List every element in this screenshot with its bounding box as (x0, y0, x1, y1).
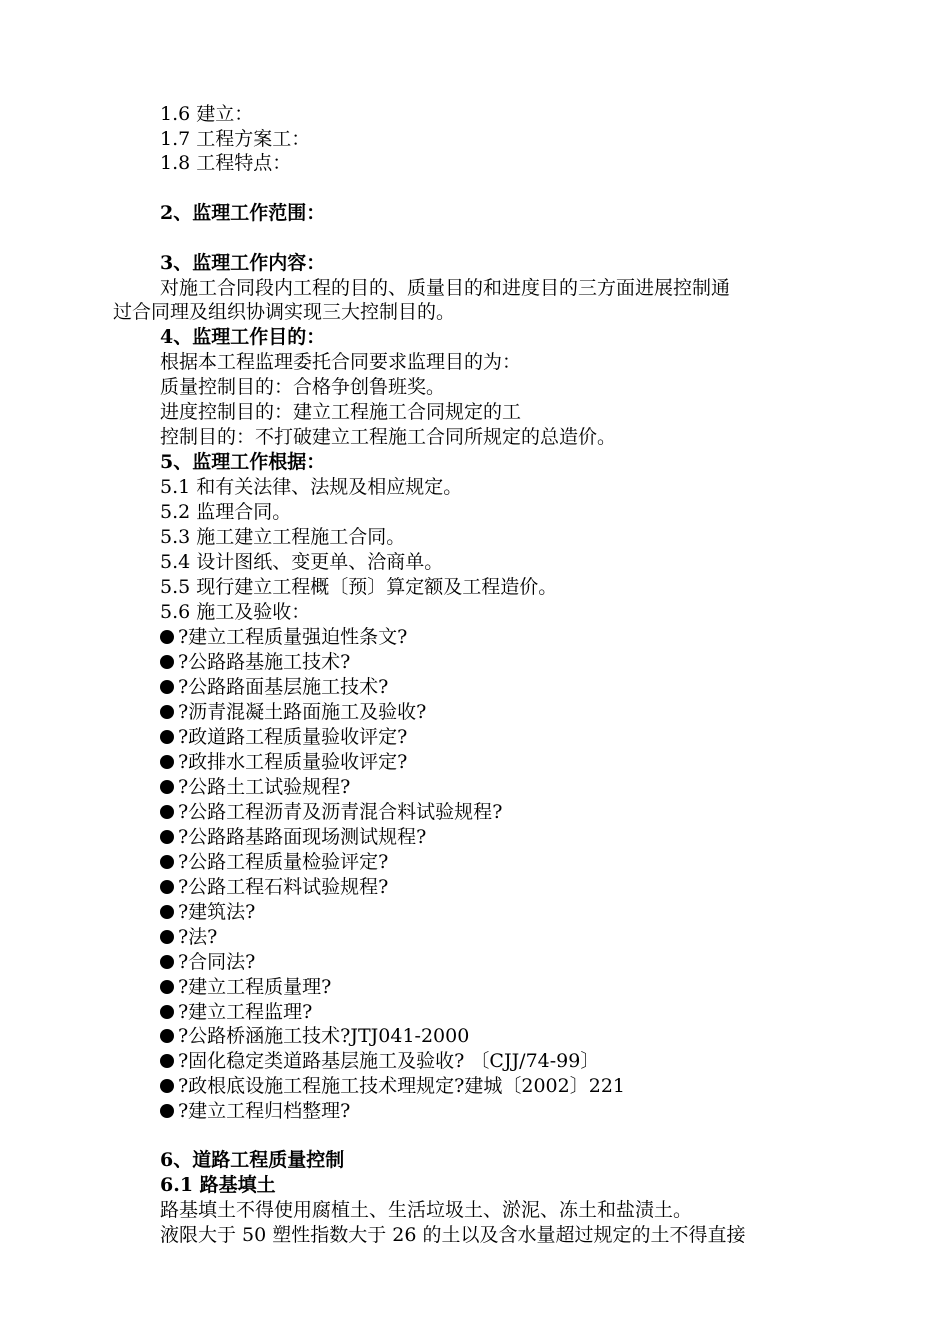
bullet-text: ?建立工程质量强迫性条文? (178, 626, 408, 648)
bullet-icon (160, 830, 174, 844)
basis-5-1: 5.1 和有关法律、法规及相应规定。 (160, 476, 463, 498)
bullet-text: ?建立工程监理? (178, 1001, 313, 1023)
bullet-icon (160, 805, 174, 819)
fill-para-1: 路基填土不得使用腐植土、生活垃圾土、淤泥、冻土和盐渍土。 (160, 1199, 693, 1221)
bullet-text: ?政排水工程质量验收评定? (178, 751, 408, 773)
bullet-text: ?建立工程质量理? (178, 976, 332, 998)
heading-subgrade-fill: 6.1 路基填土 (160, 1174, 276, 1196)
bullet-item (160, 850, 388, 874)
bullet-icon (160, 1054, 174, 1068)
bullet-icon (160, 755, 174, 769)
bullet-text: ?公路路面基层施工技术? (178, 676, 389, 698)
bullet-item (160, 925, 217, 949)
basis-5-6: 5.6 施工及验收： (160, 601, 311, 623)
bullet-icon (160, 855, 174, 869)
bullet-text: ?政根底设施工程施工技术理规定?建城〔2002〕221 (178, 1075, 625, 1097)
item-1-7: 1.7 工程方案工： (160, 128, 311, 150)
bullet-icon (160, 930, 174, 944)
bullet-text: ?公路工程石料试验规程? (178, 876, 389, 898)
bullet-text: ?公路路基路面现场测试规程? (178, 826, 427, 848)
bullet-icon (160, 1079, 174, 1093)
bullet-text: ?合同法? (178, 951, 256, 973)
bullet-text: ?公路路基施工技术? (178, 651, 351, 673)
bullet-item (160, 1049, 599, 1073)
bullet-text: ?公路工程沥青及沥青混合料试验规程? (178, 801, 503, 823)
bullet-text: ?法? (178, 926, 218, 948)
bullet-item (160, 725, 407, 749)
bullet-icon (160, 905, 174, 919)
bullet-text: ?公路桥涵施工技术?JTJ041-2000 (178, 1025, 470, 1047)
bullet-item (160, 625, 407, 649)
bullet-item (160, 950, 255, 974)
bullet-item (160, 1024, 469, 1048)
bullet-icon (160, 1029, 174, 1043)
bullet-item (160, 900, 255, 924)
bullet-item (160, 775, 350, 799)
heading-objectives: 4、监理工作目的： (160, 326, 326, 348)
bullet-icon (160, 1005, 174, 1019)
bullet-item (160, 650, 350, 674)
content-para-line2: 过合同理及组织协调实现三大控制目的。 (113, 301, 456, 323)
basis-5-4: 5.4 设计图纸、变更单、洽商单。 (160, 551, 444, 573)
schedule-objective: 进度控制目的：建立工程施工合同规定的工 (160, 401, 522, 423)
bullet-item (160, 675, 388, 699)
bullet-item (160, 750, 407, 774)
bullet-text: ?公路工程质量检验评定? (178, 851, 389, 873)
basis-5-3: 5.3 施工建立工程施工合同。 (160, 526, 406, 548)
bullet-text: ?沥青混凝土路面施工及验收? (178, 701, 427, 723)
bullet-item (160, 975, 331, 999)
bullet-item (160, 1000, 312, 1024)
bullet-item (160, 800, 502, 824)
content-para-line1: 对施工合同段内工程的目的、质量目的和进度目的三方面进展控制通 (160, 277, 731, 299)
heading-scope: 2、监理工作范围： (160, 202, 326, 224)
bullet-icon (160, 680, 174, 694)
bullet-icon (160, 780, 174, 794)
item-1-8: 1.8 工程特点： (160, 152, 292, 174)
bullet-icon (160, 630, 174, 644)
objectives-intro: 根据本工程监理委托合同要求监理目的为： (160, 351, 522, 373)
bullet-item (160, 825, 426, 849)
bullet-icon (160, 880, 174, 894)
bullet-icon (160, 1104, 174, 1118)
basis-5-5: 5.5 现行建立工程概〔预〕算定额及工程造价。 (160, 576, 558, 598)
basis-5-2: 5.2 监理合同。 (160, 501, 292, 523)
bullet-text: ?固化稳定类道路基层施工及验收? 〔CJJ/74-99〕 (178, 1050, 600, 1072)
quality-objective: 质量控制目的：合格争创鲁班奖。 (160, 376, 446, 398)
bullet-text: ?建立工程归档整理? (178, 1100, 351, 1122)
heading-road-quality: 6、道路工程质量控制 (160, 1149, 345, 1171)
item-1-6: 1.6 建立： (160, 103, 254, 125)
bullet-text: ?建筑法? (178, 901, 256, 923)
bullet-text: ?公路土工试验规程? (178, 776, 351, 798)
heading-content: 3、监理工作内容： (160, 252, 326, 274)
bullet-item (160, 700, 426, 724)
bullet-icon (160, 705, 174, 719)
bullet-text: ?政道路工程质量验收评定? (178, 726, 408, 748)
cost-objective: 控制目的：不打破建立工程施工合同所规定的总造价。 (160, 426, 617, 448)
bullet-icon (160, 955, 174, 969)
bullet-item (160, 1074, 625, 1098)
bullet-icon (160, 980, 174, 994)
bullet-item (160, 875, 388, 899)
bullet-item (160, 1099, 350, 1123)
bullet-icon (160, 655, 174, 669)
fill-para-2: 液限大于 50 塑性指数大于 26 的土以及含水量超过规定的土不得直接 (160, 1224, 746, 1246)
bullet-icon (160, 730, 174, 744)
heading-basis: 5、监理工作根据： (160, 451, 326, 473)
